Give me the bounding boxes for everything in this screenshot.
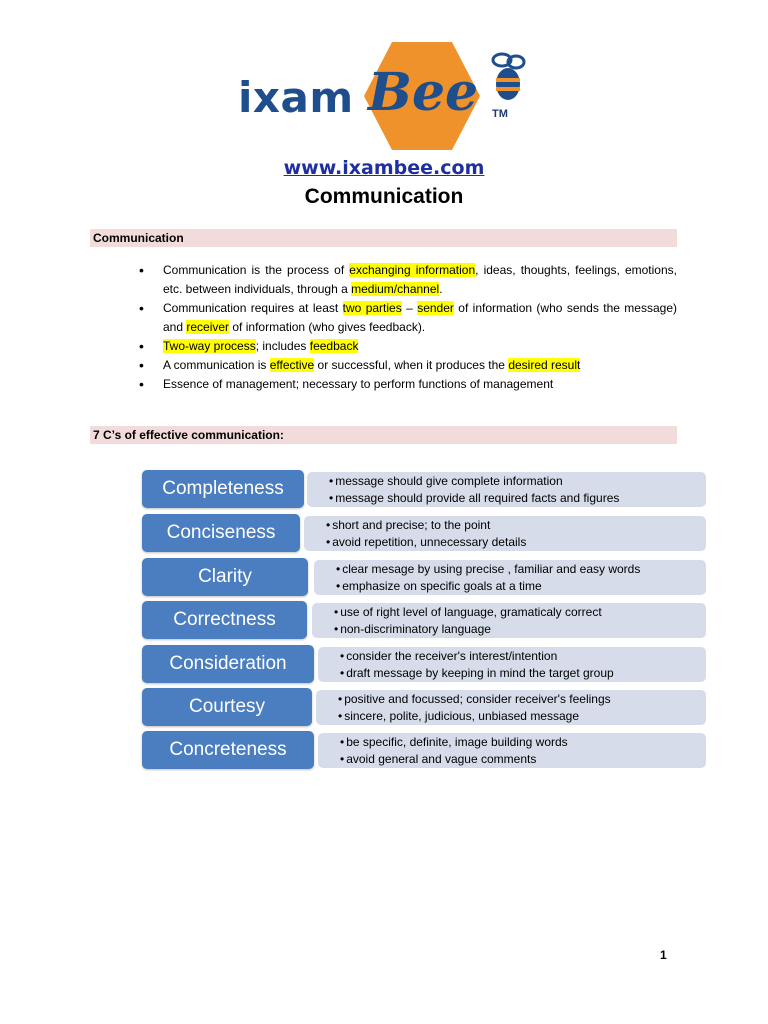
bullet-text: of information (who sends the message) and — [163, 301, 677, 334]
highlighted-text: desired result — [508, 358, 581, 372]
c-point: • sincere, polite, judicious, unbiased message — [338, 708, 706, 725]
communication-bullet-list — [135, 261, 677, 394]
c-row — [142, 688, 706, 728]
c-point: • message should give complete information — [329, 473, 706, 490]
c-point: • avoid general and vague comments — [340, 751, 706, 768]
bullet-text: , ideas, thoughts, feelings, emotions, etc. between individuals, through a — [163, 263, 677, 296]
site-url-link[interactable]: www.ixambee.com — [283, 157, 485, 179]
c-row — [142, 601, 706, 641]
bullet-item — [135, 356, 677, 375]
c-point: • be specific, definite, image building words — [340, 734, 706, 751]
ixambee-logo — [238, 40, 538, 152]
c-point: • emphasize on specific goals at a time — [336, 578, 706, 595]
bullet-text: of information (who gives feedback). — [229, 320, 426, 334]
bullet-item — [135, 261, 677, 299]
bullet-text: Communication requires at least — [163, 301, 343, 315]
c-point: • short and precise; to the point — [326, 517, 706, 534]
c-label-box: Correctness — [142, 601, 307, 639]
highlighted-text: exchanging information — [349, 263, 476, 277]
trademark-mark: TM — [492, 108, 508, 120]
c-point: • message should provide all required facts and figures — [329, 490, 706, 507]
highlighted-text: effective — [269, 358, 315, 372]
bullet-text: Communication is the process of — [163, 263, 350, 277]
section-heading-7cs: 7 C’s of effective communication: — [90, 426, 677, 444]
logo-text-ixam: ixam — [238, 73, 354, 122]
bullet-text: or successful, when it produces the — [314, 358, 509, 372]
c-point: • clear mesage by using precise , familiar and easy words — [336, 561, 706, 578]
highlighted-text: sender — [417, 301, 454, 315]
c-row — [142, 514, 706, 554]
c-description-box — [316, 690, 706, 725]
bullet-text: ; includes — [255, 339, 310, 353]
c-point: • use of right level of language, gramaticaly correct — [334, 604, 706, 621]
c-row — [142, 731, 706, 771]
bullet-item — [135, 337, 677, 356]
c-row — [142, 645, 706, 685]
c-description-box — [318, 733, 706, 768]
c-label-box: Clarity — [142, 558, 308, 596]
c-row — [142, 470, 706, 510]
c-description-box — [304, 516, 706, 551]
highlighted-text: medium/channel — [351, 282, 440, 296]
c-point: • consider the receiver's interest/intention — [340, 648, 706, 665]
highlighted-text: Two-way process — [163, 339, 256, 353]
bullet-item — [135, 375, 677, 394]
bullet-item — [135, 299, 677, 337]
highlighted-text: feedback — [309, 339, 359, 353]
bullet-text: . — [439, 282, 443, 296]
bullet-text: Essence of management; necessary to perform functions of management — [163, 377, 554, 391]
c-label-box: Concreteness — [142, 731, 314, 769]
c-description-box — [312, 603, 706, 638]
c-label-box: Consideration — [142, 645, 314, 683]
highlighted-text: two parties — [342, 301, 402, 315]
page-title: Communication — [304, 185, 464, 208]
c-description-box — [318, 647, 706, 682]
bullet-text: – — [401, 301, 418, 315]
highlighted-text: receiver — [186, 320, 230, 334]
logo-text-bee: Bee — [368, 62, 479, 123]
c-description-box — [314, 560, 706, 595]
page-number: 1 — [660, 948, 667, 962]
c-description-box — [307, 472, 706, 507]
c-label-box: Conciseness — [142, 514, 300, 552]
c-row — [142, 558, 706, 598]
bee-icon — [488, 50, 528, 110]
c-label-box: Completeness — [142, 470, 304, 508]
section-heading-communication: Communication — [90, 229, 677, 247]
bullet-text: A communication is — [163, 358, 270, 372]
c-point: • non-discriminatory language — [334, 621, 706, 638]
c-point: • avoid repetition, unnecessary details — [326, 534, 706, 551]
c-point: • draft message by keeping in mind the target group — [340, 665, 706, 682]
c-label-box: Courtesy — [142, 688, 312, 726]
c-point: • positive and focussed; consider receiver's feelings — [338, 691, 706, 708]
